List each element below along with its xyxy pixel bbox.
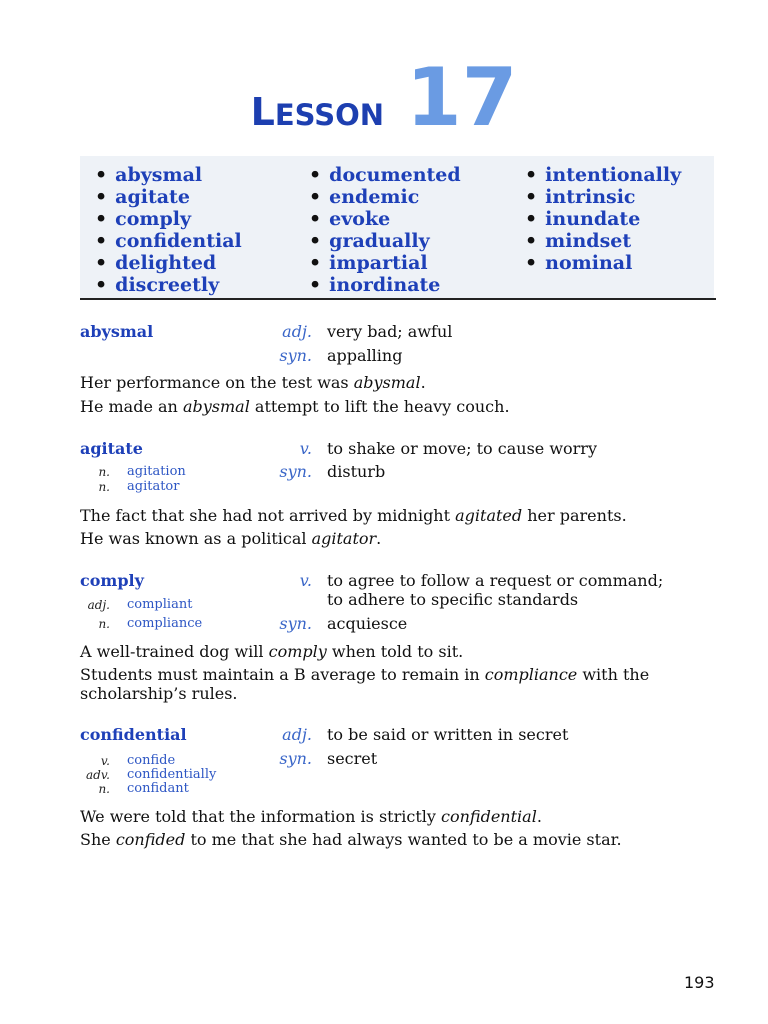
synonym-label: syn. — [279, 749, 312, 768]
part-of-speech: v. — [299, 439, 312, 458]
word-list-item: • comply — [95, 208, 192, 230]
part-of-speech: adj. — [282, 322, 312, 341]
word-list-item: • confidential — [95, 230, 242, 252]
synonym: appalling — [327, 346, 403, 365]
derived-form: compliance — [127, 616, 203, 631]
word-list-item: • delighted — [95, 252, 217, 274]
definition: to agree to follow a request or command; — [327, 571, 664, 590]
derived-form-pos: n. — [98, 480, 110, 494]
page-number: 193 — [684, 973, 715, 992]
example-sentence: We were told that the information is strictly confidential. — [80, 807, 542, 826]
derived-form: confidant — [127, 781, 189, 796]
derived-form-pos: n. — [98, 617, 110, 631]
word-list-item: • intentionally — [525, 164, 682, 186]
word-list-item: • agitate — [95, 186, 190, 208]
word-list-item: • nominal — [525, 252, 633, 274]
part-of-speech: v. — [299, 571, 312, 590]
definition: to be said or written in secret — [327, 725, 569, 744]
word-list-item: • endemic — [309, 186, 420, 208]
headword: agitate — [80, 439, 143, 458]
derived-form: compliant — [127, 597, 193, 612]
derived-form-pos: v. — [100, 754, 110, 768]
example-sentence: Her performance on the test was abysmal. — [80, 373, 426, 392]
lesson-number: 17 — [406, 51, 518, 144]
word-list-item: • abysmal — [95, 164, 203, 186]
derived-form-pos: adv. — [85, 768, 110, 782]
example-sentence: A well-trained dog will comply when told to sit. — [80, 642, 464, 661]
headword: comply — [80, 571, 144, 590]
synonym: secret — [327, 749, 378, 768]
lesson-title — [0, 51, 768, 144]
example-sentence: Students must maintain a B average to remain in compliance with the scholarship’s rules. — [80, 665, 650, 703]
word-list-column-3 — [525, 164, 681, 274]
word-list-item: • documented — [309, 164, 461, 186]
derived-form: agitation — [127, 464, 186, 479]
example-sentence: She confided to me that she had always wanted to be a movie star. — [80, 830, 622, 849]
derived-form-pos: adj. — [87, 598, 110, 612]
word-list-item: • mindset — [525, 230, 632, 252]
headword: abysmal — [80, 322, 154, 341]
word-list-column-1 — [95, 164, 242, 296]
word-list-item: • evoke — [309, 208, 391, 230]
headword: confidential — [80, 725, 187, 744]
derived-form: confidentially — [127, 767, 217, 782]
derived-form: confide — [127, 753, 176, 768]
derived-form-pos: n. — [98, 782, 110, 796]
definition: very bad; awful — [327, 322, 453, 341]
example-sentence: He made an abysmal attempt to lift the heavy couch. — [80, 397, 510, 416]
synonym-label: syn. — [279, 346, 312, 365]
divider-rule — [80, 298, 716, 300]
synonym: acquiesce — [327, 614, 408, 633]
word-list-column-2 — [309, 164, 461, 296]
derived-form-pos: n. — [98, 465, 110, 479]
definition: to shake or move; to cause worry — [327, 439, 597, 458]
definition: to adhere to specific standards — [327, 590, 579, 609]
part-of-speech: adj. — [282, 725, 312, 744]
word-list-item: • inordinate — [309, 274, 441, 296]
word-list-item: • intrinsic — [525, 186, 636, 208]
example-sentence: The fact that she had not arrived by midnight agitated her parents. — [80, 506, 627, 525]
word-list-item: • discreetly — [95, 274, 220, 296]
word-list-item: • inundate — [525, 208, 641, 230]
lesson-label: LESSON — [250, 90, 385, 134]
synonym-label: syn. — [279, 614, 312, 633]
word-list-item: • gradually — [309, 230, 430, 252]
word-list-item: • impartial — [309, 252, 428, 274]
synonym: disturb — [327, 462, 386, 481]
example-sentence: He was known as a political agitator. — [80, 529, 382, 548]
synonym-label: syn. — [279, 462, 312, 481]
derived-form: agitator — [127, 479, 180, 494]
